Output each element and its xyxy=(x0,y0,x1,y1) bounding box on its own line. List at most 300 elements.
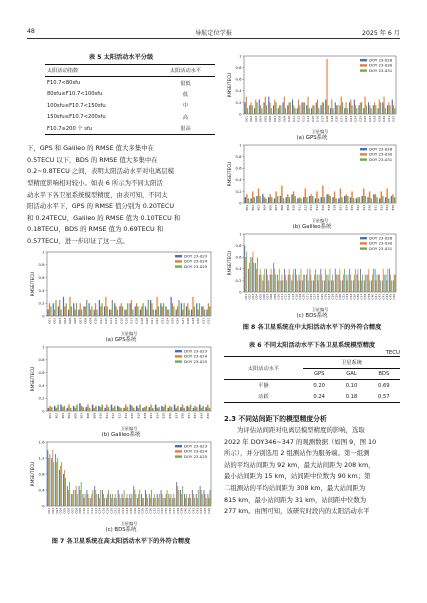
bar xyxy=(368,102,369,114)
x-tick-label: G25 xyxy=(170,317,175,324)
bar xyxy=(147,498,148,506)
x-tick-label: C29 xyxy=(144,507,149,514)
bar xyxy=(273,105,274,114)
bar xyxy=(95,405,97,410)
x-tick-label: C34 xyxy=(348,293,353,300)
bar xyxy=(391,196,392,203)
x-axis-label: 卫星编号 xyxy=(120,425,138,431)
bar xyxy=(285,275,286,292)
bar xyxy=(124,490,125,506)
bar xyxy=(139,490,140,506)
bar xyxy=(209,306,210,316)
bar xyxy=(369,191,370,203)
x-tick-label: E21 xyxy=(338,204,343,211)
x-tick-label: G10 xyxy=(287,115,292,122)
x-tick-label: E10 xyxy=(291,204,296,211)
legend-label: DOY 23-024 xyxy=(184,258,208,264)
bar xyxy=(294,196,295,203)
legend-swatch xyxy=(175,255,182,257)
bar xyxy=(81,309,82,315)
text-line: 0.5TECU 以下，BDS 的 RMSE 值大多集中在 xyxy=(27,155,158,164)
x-tick-label: E19 xyxy=(142,412,147,418)
bar xyxy=(122,494,123,506)
x-tick-label: E08 xyxy=(86,412,90,418)
bar xyxy=(115,494,116,506)
bar xyxy=(206,498,207,506)
bar xyxy=(60,309,61,315)
x-tick-label: C25 xyxy=(319,293,324,300)
bar xyxy=(172,303,173,316)
y-tick-label: 0 xyxy=(239,200,242,206)
y-tick-label: 1.2 xyxy=(38,454,45,460)
bar xyxy=(124,309,125,315)
bar xyxy=(282,280,283,292)
bar xyxy=(168,494,169,506)
bar xyxy=(386,275,387,292)
x-tick-label: G04 xyxy=(62,317,67,324)
bar xyxy=(151,490,152,506)
x-tick-label: E36 xyxy=(391,204,396,211)
text-line: 和 0.24TECU，Galileo 的 RMSE 值为 0.10TECU 和 xyxy=(27,213,181,222)
bar xyxy=(319,275,320,292)
bar xyxy=(175,407,177,410)
x-tick-label: C45 xyxy=(203,507,208,514)
x-tick-label: C10 xyxy=(82,507,87,514)
bar xyxy=(265,198,266,203)
bar xyxy=(141,494,142,506)
body-paragraph xyxy=(27,143,215,247)
table-cell: 高 xyxy=(182,114,189,121)
x-tick-label: E05 xyxy=(268,204,273,211)
bar xyxy=(377,108,378,114)
bar xyxy=(201,306,202,316)
figure8-bds-chart xyxy=(224,230,400,319)
x-tick-label: E15 xyxy=(320,204,325,211)
bar xyxy=(204,490,205,506)
bar xyxy=(357,197,358,203)
bar xyxy=(281,186,282,203)
y-tick-label: 0.8 xyxy=(38,470,45,476)
bar xyxy=(138,494,139,506)
legend-swatch xyxy=(175,450,182,452)
bar xyxy=(264,269,265,292)
bar xyxy=(361,280,362,292)
y-axis-label: RMSE/TECU xyxy=(227,161,232,187)
x-tick-label: C37 xyxy=(359,293,364,300)
bar xyxy=(363,189,364,204)
bar xyxy=(55,454,56,506)
bar xyxy=(93,407,95,410)
text-line: 站的平均站间距为 92 km，最大站间距为 208 km， xyxy=(224,460,375,469)
bar xyxy=(386,280,387,292)
x-tick-label: E24 xyxy=(155,412,160,418)
x-tick-label: G15 xyxy=(310,115,315,122)
bar xyxy=(375,194,376,203)
x-tick-label: G28 xyxy=(185,317,190,324)
bar xyxy=(295,108,296,114)
x-tick-label: C37 xyxy=(171,507,176,514)
bar xyxy=(388,198,389,203)
bar xyxy=(306,275,307,292)
bar xyxy=(60,466,61,506)
bar xyxy=(59,470,60,506)
bar xyxy=(363,108,364,114)
bar xyxy=(177,306,178,316)
bar xyxy=(394,275,395,292)
y-tick-label: 0.6 xyxy=(38,369,45,375)
bar xyxy=(345,102,346,114)
bar xyxy=(365,275,366,292)
bar xyxy=(338,275,339,292)
bar xyxy=(278,280,279,292)
bar xyxy=(69,482,70,506)
bar xyxy=(344,196,345,203)
bar xyxy=(146,494,147,506)
bar xyxy=(321,197,322,203)
x-tick-label: E14 xyxy=(123,412,128,418)
bar xyxy=(330,269,331,292)
bar xyxy=(108,490,109,506)
x-tick-label: E33 xyxy=(193,412,198,418)
bar xyxy=(336,275,337,292)
bar xyxy=(161,405,163,410)
bar xyxy=(244,246,245,292)
bar xyxy=(192,296,193,315)
bar xyxy=(84,498,85,506)
legend-label: DOY 23-023 xyxy=(184,347,208,353)
bar xyxy=(171,296,172,315)
bar xyxy=(96,494,97,506)
y-tick-label: 0.2 xyxy=(38,300,45,306)
bar xyxy=(383,97,384,114)
bar xyxy=(346,275,347,292)
bar xyxy=(289,197,290,203)
bar xyxy=(131,494,132,506)
bar xyxy=(259,100,260,115)
bar xyxy=(334,191,335,203)
bar xyxy=(336,105,337,114)
bar xyxy=(245,257,246,292)
bar xyxy=(78,309,79,315)
bar xyxy=(191,309,192,315)
bar xyxy=(101,404,103,410)
bar xyxy=(255,263,256,292)
table6-unit: TECU xyxy=(385,350,400,356)
y-tick-label: 0.8 xyxy=(38,356,45,362)
bar xyxy=(70,407,72,410)
table-cell: 0.69 xyxy=(378,382,390,389)
bar xyxy=(250,102,251,114)
x-tick-label: G24 xyxy=(353,115,358,122)
y-tick-label: 0.4 xyxy=(38,486,45,492)
bar xyxy=(293,269,294,292)
table-cell: F10.7<80sfu xyxy=(47,80,81,87)
bar xyxy=(165,404,167,410)
bar xyxy=(307,97,308,114)
bar-chart xyxy=(27,343,215,431)
x-tick-label: G21 xyxy=(150,317,155,324)
bar xyxy=(335,269,336,292)
bar xyxy=(367,275,368,292)
figure8-subcaption-galileo: (b) Galileo系统 xyxy=(292,224,332,230)
bar xyxy=(50,306,51,316)
bar xyxy=(61,462,62,506)
x-tick-label: E18 xyxy=(136,412,141,418)
bar xyxy=(80,490,81,506)
bar xyxy=(117,405,119,410)
x-tick-label: G11 xyxy=(98,317,103,324)
legend-label: DOY 23-024 xyxy=(184,448,208,454)
bar xyxy=(364,280,365,292)
legend-swatch xyxy=(360,59,367,61)
bar xyxy=(79,486,80,506)
bar xyxy=(323,102,324,114)
bar xyxy=(165,306,166,316)
bar xyxy=(98,405,100,410)
bar xyxy=(166,494,167,506)
figure7-bds-chart xyxy=(27,438,215,533)
bar xyxy=(326,59,327,114)
bar xyxy=(185,498,186,506)
bar xyxy=(182,309,183,315)
bar xyxy=(384,275,385,292)
bar xyxy=(165,498,166,506)
bar xyxy=(99,300,100,316)
x-tick-label: G28 xyxy=(372,115,377,122)
y-tick-label: 0.8 xyxy=(38,261,45,267)
bar xyxy=(49,454,50,506)
x-tick-label: G30 xyxy=(196,317,201,324)
bar xyxy=(359,197,360,203)
bar xyxy=(172,498,173,506)
bar xyxy=(252,105,253,114)
bar xyxy=(194,498,195,506)
x-tick-label: G09 xyxy=(282,115,287,122)
bar xyxy=(120,498,121,506)
bar xyxy=(349,269,350,292)
bar xyxy=(182,486,183,506)
x-tick-label: C43 xyxy=(195,507,200,514)
bar xyxy=(299,197,300,203)
bar xyxy=(376,197,377,203)
bar xyxy=(183,303,184,316)
y-tick-label: 0.8 xyxy=(235,243,242,248)
y-tick-label: 0.4 xyxy=(38,382,45,388)
bar xyxy=(202,494,203,506)
x-axis-label: 卫星编号 xyxy=(120,330,138,336)
y-tick-label: 0.8 xyxy=(235,154,242,159)
text-line: 型精度影响相对较小。如表 6 所示为不同太阳活 xyxy=(27,179,163,188)
bar xyxy=(94,486,95,506)
bar xyxy=(390,105,391,114)
legend-swatch xyxy=(175,360,182,362)
bar xyxy=(387,105,388,114)
x-tick-label: C03 xyxy=(251,293,256,300)
table-cell: F10.7≥200 个 sfu xyxy=(45,123,156,135)
bar xyxy=(202,405,204,410)
x-tick-label: C19 xyxy=(105,507,110,514)
y-tick-label: 1 xyxy=(239,53,242,59)
text-line: 下，GPS 和 Galileo 的 RMSE 值大多集中在 xyxy=(27,144,155,153)
bar xyxy=(382,280,383,292)
bar xyxy=(83,494,84,506)
x-tick-label: C05 xyxy=(62,507,67,514)
bar xyxy=(48,407,50,410)
bar xyxy=(301,269,302,292)
bar xyxy=(262,280,263,292)
bar xyxy=(146,405,148,410)
bar xyxy=(293,105,294,114)
x-tick-label: C28 xyxy=(140,507,145,514)
bar xyxy=(111,404,113,410)
bar xyxy=(107,494,108,506)
bar xyxy=(344,108,345,114)
bar xyxy=(286,280,287,292)
bar-chart xyxy=(27,248,215,336)
bar xyxy=(262,194,263,203)
bar xyxy=(64,405,66,410)
bar xyxy=(125,404,127,410)
bar xyxy=(64,470,65,506)
bar xyxy=(150,404,152,410)
bar xyxy=(271,269,272,292)
bar xyxy=(321,275,322,292)
bar xyxy=(306,105,307,114)
x-tick-label: C27 xyxy=(136,507,141,514)
bar xyxy=(361,102,362,114)
bar xyxy=(328,275,329,292)
legend-swatch xyxy=(360,153,367,155)
text-line: 阳活动水平下，GPS 的 RMSE 值分别为 0.20TECU xyxy=(27,202,175,211)
bar xyxy=(281,280,282,292)
bar xyxy=(332,197,333,203)
x-tick-label: G29 xyxy=(191,317,196,324)
bar xyxy=(374,102,375,114)
bar xyxy=(391,280,392,292)
bar xyxy=(349,102,350,114)
bar xyxy=(68,309,69,315)
bar xyxy=(249,263,250,292)
bar xyxy=(141,306,142,316)
x-tick-label: C07 xyxy=(70,507,75,514)
text-line: 二组测站的平均站间距为 308 km，最大站间距为 xyxy=(224,483,366,492)
legend-swatch xyxy=(360,247,367,249)
bar xyxy=(309,196,310,203)
x-tick-label: E36 xyxy=(205,412,210,418)
x-tick-label: C23 xyxy=(312,293,317,300)
bar xyxy=(129,494,130,506)
bar xyxy=(311,280,312,292)
bar xyxy=(80,303,81,316)
bar xyxy=(292,275,293,292)
bar xyxy=(278,108,279,114)
table-cell: 0.18 xyxy=(335,391,367,403)
bar xyxy=(268,280,269,292)
bar-chart xyxy=(27,438,215,526)
x-tick-label: C14 xyxy=(97,507,102,514)
bar xyxy=(91,494,92,506)
bar xyxy=(51,407,53,411)
bar xyxy=(116,498,117,506)
table-row xyxy=(224,391,400,403)
x-tick-label: C32 xyxy=(152,507,157,514)
bar xyxy=(355,269,356,292)
table-cell: 中 xyxy=(182,103,189,110)
bar xyxy=(155,309,156,315)
bar xyxy=(123,498,124,506)
bar xyxy=(300,280,301,292)
x-tick-label: E19 xyxy=(332,204,337,211)
x-tick-label: C42 xyxy=(191,507,196,514)
x-tick-label: E07 xyxy=(79,412,84,418)
bar xyxy=(335,102,336,114)
x-tick-label: C43 xyxy=(381,293,386,300)
bar xyxy=(209,407,211,410)
bar xyxy=(54,309,55,315)
x-tick-label: E08 xyxy=(280,204,284,211)
bar xyxy=(318,108,319,114)
bar xyxy=(246,97,247,114)
bar xyxy=(328,194,329,203)
x-tick-label: C46 xyxy=(207,507,212,514)
bar xyxy=(314,105,315,114)
x-tick-label: G17 xyxy=(320,115,325,122)
x-tick-label: G06 xyxy=(73,317,78,324)
bar xyxy=(199,404,201,410)
y-tick-label: 0 xyxy=(42,312,45,318)
bar xyxy=(271,108,272,114)
bar xyxy=(149,407,151,411)
bar xyxy=(83,306,84,316)
bar xyxy=(346,194,347,203)
x-tick-label: C12 xyxy=(283,293,288,300)
bar xyxy=(64,306,65,316)
x-tick-label: G27 xyxy=(367,115,372,122)
bar xyxy=(117,309,118,315)
bar xyxy=(353,280,354,292)
bar xyxy=(90,309,91,315)
bar xyxy=(335,198,336,203)
bar xyxy=(322,102,323,114)
x-tick-label: G02 xyxy=(249,115,254,122)
bar xyxy=(282,102,283,114)
table-cell: 低 xyxy=(182,91,189,98)
x-tick-label: C41 xyxy=(187,507,192,514)
bar xyxy=(245,197,246,203)
x-axis-label: 卫星编号 xyxy=(311,128,329,134)
figure8-gps-chart xyxy=(224,52,400,141)
bar xyxy=(249,105,250,114)
x-tick-label: G18 xyxy=(134,317,139,324)
bar xyxy=(136,303,137,316)
bar xyxy=(121,303,122,316)
bar xyxy=(99,498,100,506)
x-tick-label: G19 xyxy=(139,317,144,324)
bar xyxy=(373,194,374,203)
y-axis-label: RMSE/TECU xyxy=(227,250,232,276)
bar xyxy=(100,306,101,316)
bar xyxy=(320,269,321,292)
x-tick-label: C29 xyxy=(334,293,339,300)
x-tick-label: G03 xyxy=(57,317,62,324)
bar xyxy=(275,191,276,203)
bar xyxy=(332,275,333,292)
bar xyxy=(333,280,334,292)
bar xyxy=(282,275,283,292)
text-line: 所示），并分别选用 2 组测站作为服务端。第一组测 xyxy=(224,449,370,458)
x-tick-label: G16 xyxy=(124,317,129,324)
y-tick-label: 0.6 xyxy=(38,274,45,280)
